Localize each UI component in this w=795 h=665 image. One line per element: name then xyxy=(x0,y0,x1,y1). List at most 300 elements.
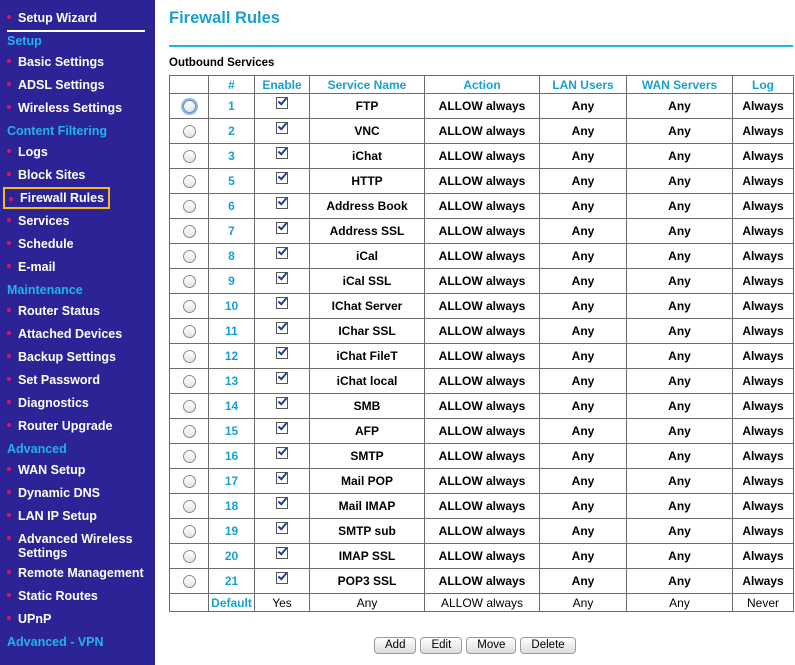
wan-servers: Any xyxy=(627,369,733,394)
row-select-radio[interactable] xyxy=(183,175,196,188)
enable-cell xyxy=(255,519,310,544)
rule-log: Always xyxy=(733,269,794,294)
sidebar-item-label: E-mail xyxy=(18,260,56,274)
rule-action: ALLOW always xyxy=(425,419,540,444)
sidebar-item-label: Advanced Wireless Settings xyxy=(18,532,133,560)
enable-cell xyxy=(255,269,310,294)
sidebar xyxy=(0,0,155,665)
row-select-radio[interactable] xyxy=(183,550,196,563)
wan-servers: Any xyxy=(627,344,733,369)
bullet-icon xyxy=(7,308,11,312)
main-content xyxy=(155,0,795,665)
bullet-icon xyxy=(7,570,11,574)
rule-number: 14 xyxy=(209,394,255,419)
wan-servers: Any xyxy=(627,244,733,269)
header-enable: Enable xyxy=(255,76,310,94)
row-select-radio[interactable] xyxy=(183,125,196,138)
bullet-icon xyxy=(7,377,11,381)
rules-body xyxy=(170,94,794,612)
sidebar-item-lan-ip-setup[interactable] xyxy=(7,509,97,523)
rule-action: ALLOW always xyxy=(425,344,540,369)
service-name: VNC xyxy=(310,119,425,144)
sidebar-item-e-mail[interactable] xyxy=(7,260,56,274)
rule-action: ALLOW always xyxy=(425,469,540,494)
rule-number: 21 xyxy=(209,569,255,594)
wan-servers: Any xyxy=(627,569,733,594)
rule-number: 2 xyxy=(209,119,255,144)
default-rule-row xyxy=(170,594,794,612)
bullet-icon xyxy=(7,423,11,427)
sidebar-item-router-upgrade[interactable] xyxy=(7,419,112,433)
wan-servers: Any xyxy=(627,219,733,244)
wan-servers: Any xyxy=(627,544,733,569)
rule-log: Always xyxy=(733,519,794,544)
table-row xyxy=(170,494,794,519)
table-row xyxy=(170,169,794,194)
row-select-cell xyxy=(170,394,209,419)
bullet-icon xyxy=(7,513,11,517)
enable-checkbox[interactable] xyxy=(276,372,288,384)
enable-checkbox[interactable] xyxy=(276,197,288,209)
rule-action: ALLOW always xyxy=(425,269,540,294)
enable-cell xyxy=(255,94,310,119)
row-select-radio[interactable] xyxy=(183,450,196,463)
rule-number: 8 xyxy=(209,244,255,269)
enable-cell xyxy=(255,319,310,344)
wan-servers: Any xyxy=(627,294,733,319)
rule-log: Always xyxy=(733,569,794,594)
row-select-cell xyxy=(170,169,209,194)
sidebar-section-content-filtering: Content Filtering xyxy=(7,124,107,138)
table-row xyxy=(170,469,794,494)
enable-checkbox[interactable] xyxy=(276,97,288,109)
bullet-icon xyxy=(7,241,11,245)
rule-action: ALLOW always xyxy=(425,94,540,119)
add-button[interactable]: Add xyxy=(374,637,416,654)
row-select-cell xyxy=(170,144,209,169)
sidebar-item-adsl-settings[interactable] xyxy=(7,78,105,92)
sidebar-item-backup-settings[interactable] xyxy=(7,350,116,364)
rule-log: Always xyxy=(733,544,794,569)
table-header-row xyxy=(170,76,794,94)
enable-cell xyxy=(255,144,310,169)
sidebar-divider xyxy=(7,30,145,32)
lan-users: Any xyxy=(540,394,627,419)
rule-action: ALLOW always xyxy=(425,219,540,244)
rule-action: ALLOW always xyxy=(425,494,540,519)
row-select-cell xyxy=(170,269,209,294)
sidebar-item-advanced-wireless-settings[interactable] xyxy=(7,532,153,560)
row-select-radio[interactable] xyxy=(183,300,196,313)
sidebar-item-schedule[interactable] xyxy=(7,237,74,251)
table-row xyxy=(170,369,794,394)
enable-checkbox[interactable] xyxy=(276,497,288,509)
rule-action: ALLOW always xyxy=(425,194,540,219)
sidebar-item-label: WAN Setup xyxy=(18,463,86,477)
rule-number: 18 xyxy=(209,494,255,519)
wan-servers: Any xyxy=(627,469,733,494)
row-select-cell xyxy=(170,419,209,444)
rule-number: 1 xyxy=(209,94,255,119)
row-select-radio[interactable] xyxy=(183,400,196,413)
row-select-radio[interactable] xyxy=(183,100,196,113)
table-row xyxy=(170,419,794,444)
row-select-radio[interactable] xyxy=(183,475,196,488)
row-select-cell xyxy=(170,444,209,469)
service-name: Address Book xyxy=(310,194,425,219)
enable-checkbox[interactable] xyxy=(276,147,288,159)
sidebar-item-diagnostics[interactable] xyxy=(7,396,89,410)
wan-servers: Any xyxy=(627,94,733,119)
rule-log: Always xyxy=(733,119,794,144)
enable-cell xyxy=(255,544,310,569)
row-select-cell xyxy=(170,119,209,144)
sidebar-item-label: Wireless Settings xyxy=(18,101,123,115)
lan-users: Any xyxy=(540,244,627,269)
sidebar-item-label: Setup Wizard xyxy=(18,11,98,25)
sidebar-section-setup: Setup xyxy=(7,34,42,48)
bullet-icon xyxy=(7,400,11,404)
enable-cell xyxy=(255,419,310,444)
service-name: FTP xyxy=(310,94,425,119)
sidebar-item-label: Attached Devices xyxy=(18,327,123,341)
rule-log: Always xyxy=(733,294,794,319)
lan-users: Any xyxy=(540,219,627,244)
enable-checkbox[interactable] xyxy=(276,572,288,584)
edit-button[interactable]: Edit xyxy=(420,637,462,654)
table-row xyxy=(170,219,794,244)
sidebar-item-setup-wizard[interactable] xyxy=(7,11,97,25)
enable-checkbox[interactable] xyxy=(276,422,288,434)
rule-action: ALLOW always xyxy=(425,444,540,469)
service-name: Address SSL xyxy=(310,219,425,244)
row-select-radio[interactable] xyxy=(183,275,196,288)
rule-log: Never xyxy=(733,594,794,612)
rule-action: ALLOW always xyxy=(425,369,540,394)
rule-action: ALLOW always xyxy=(425,319,540,344)
service-name: SMTP sub xyxy=(310,519,425,544)
enable-cell xyxy=(255,294,310,319)
sidebar-item-label: Basic Settings xyxy=(18,55,105,69)
section-label: Outbound Services xyxy=(169,57,275,69)
sidebar-section-advanced: Advanced xyxy=(7,442,67,456)
rule-log: Always xyxy=(733,469,794,494)
rule-log: Always xyxy=(733,244,794,269)
service-name: Mail POP xyxy=(310,469,425,494)
service-name: iCal SSL xyxy=(310,269,425,294)
delete-button[interactable]: Delete xyxy=(520,637,575,654)
rule-log: Always xyxy=(733,169,794,194)
rule-number: 6 xyxy=(209,194,255,219)
service-name: Any xyxy=(310,594,425,612)
wan-servers: Any xyxy=(627,144,733,169)
sidebar-item-set-password[interactable] xyxy=(7,373,100,387)
bullet-icon xyxy=(7,536,11,540)
bullet-icon xyxy=(7,331,11,335)
sidebar-item-label: Firewall Rules xyxy=(20,191,105,205)
enable-cell xyxy=(255,469,310,494)
wan-servers: Any xyxy=(627,419,733,444)
lan-users: Any xyxy=(540,269,627,294)
rule-number: 11 xyxy=(209,319,255,344)
table-row xyxy=(170,119,794,144)
bullet-icon xyxy=(7,616,11,620)
sidebar-item-label: Dynamic DNS xyxy=(18,486,100,500)
sidebar-item-remote-management[interactable] xyxy=(7,566,144,580)
sidebar-item-label: Logs xyxy=(18,145,48,159)
rule-number: 9 xyxy=(209,269,255,294)
row-select-cell xyxy=(170,294,209,319)
enable-checkbox[interactable] xyxy=(276,247,288,259)
service-name: iCal xyxy=(310,244,425,269)
rule-number: 12 xyxy=(209,344,255,369)
sidebar-item-firewall-rules[interactable] xyxy=(3,187,110,209)
page-title: Firewall Rules xyxy=(169,9,280,27)
sidebar-item-label: ADSL Settings xyxy=(18,78,105,92)
sidebar-item-basic-settings[interactable] xyxy=(7,55,104,69)
bullet-icon xyxy=(9,197,13,201)
sidebar-item-label: UPnP xyxy=(18,612,52,626)
row-select-radio[interactable] xyxy=(183,375,196,388)
sidebar-item-static-routes[interactable] xyxy=(7,589,98,603)
rule-action: ALLOW always xyxy=(425,519,540,544)
table-row xyxy=(170,269,794,294)
rule-log: Always xyxy=(733,444,794,469)
row-select-cell xyxy=(170,469,209,494)
service-name: SMTP xyxy=(310,444,425,469)
row-select-radio[interactable] xyxy=(183,225,196,238)
enable-cell xyxy=(255,494,310,519)
row-select-radio[interactable] xyxy=(183,500,196,513)
lan-users: Any xyxy=(540,519,627,544)
rule-number: 13 xyxy=(209,369,255,394)
bullet-icon xyxy=(7,354,11,358)
table-row xyxy=(170,319,794,344)
rule-log: Always xyxy=(733,344,794,369)
sidebar-item-logs[interactable] xyxy=(7,145,48,159)
header-action: Action xyxy=(425,76,540,94)
lan-users: Any xyxy=(540,319,627,344)
rule-log: Always xyxy=(733,419,794,444)
rule-action: ALLOW always xyxy=(425,169,540,194)
wan-servers: Any xyxy=(627,269,733,294)
rule-action: ALLOW always xyxy=(425,594,540,612)
lan-users: Any xyxy=(540,144,627,169)
sidebar-item-block-sites[interactable] xyxy=(7,168,85,182)
table-row xyxy=(170,244,794,269)
lan-users: Any xyxy=(540,569,627,594)
rule-log: Always xyxy=(733,319,794,344)
enable-cell xyxy=(255,569,310,594)
move-button[interactable]: Move xyxy=(466,637,516,654)
lan-users: Any xyxy=(540,419,627,444)
lan-users: Any xyxy=(540,94,627,119)
row-select-radio[interactable] xyxy=(183,575,196,588)
table-row xyxy=(170,544,794,569)
row-select-cell xyxy=(170,194,209,219)
enable-checkbox[interactable] xyxy=(276,172,288,184)
row-select-cell xyxy=(170,494,209,519)
enable-checkbox[interactable] xyxy=(276,522,288,534)
rule-log: Always xyxy=(733,219,794,244)
bullet-icon xyxy=(7,490,11,494)
wan-servers: Any xyxy=(627,444,733,469)
rule-log: Always xyxy=(733,94,794,119)
enable-checkbox[interactable] xyxy=(276,547,288,559)
enable-cell xyxy=(255,219,310,244)
rule-number: 17 xyxy=(209,469,255,494)
table-row xyxy=(170,344,794,369)
rule-number: 15 xyxy=(209,419,255,444)
service-name: iChat xyxy=(310,144,425,169)
bullet-icon xyxy=(7,264,11,268)
sidebar-item-label: Backup Settings xyxy=(18,350,116,364)
row-select-radio[interactable] xyxy=(183,325,196,338)
enable-checkbox[interactable] xyxy=(276,472,288,484)
row-select-cell xyxy=(170,519,209,544)
enable-checkbox[interactable] xyxy=(276,447,288,459)
table-row xyxy=(170,519,794,544)
enable-checkbox[interactable] xyxy=(276,222,288,234)
service-name: POP3 SSL xyxy=(310,569,425,594)
row-select-cell xyxy=(170,569,209,594)
row-select-radio[interactable] xyxy=(183,425,196,438)
bullet-icon xyxy=(7,593,11,597)
wan-servers: Any xyxy=(627,594,733,612)
rule-number: Default xyxy=(209,594,255,612)
sidebar-item-label: Static Routes xyxy=(18,589,98,603)
enable-checkbox[interactable] xyxy=(276,122,288,134)
rule-action: ALLOW always xyxy=(425,569,540,594)
lan-users: Any xyxy=(540,494,627,519)
lan-users: Any xyxy=(540,119,627,144)
rule-number: 10 xyxy=(209,294,255,319)
table-row xyxy=(170,94,794,119)
sidebar-item-label: Router Status xyxy=(18,304,100,318)
sidebar-item-label: Diagnostics xyxy=(18,396,89,410)
sidebar-item-dynamic-dns[interactable] xyxy=(7,486,100,500)
bullet-icon xyxy=(7,467,11,471)
enable-cell xyxy=(255,444,310,469)
bullet-icon xyxy=(7,59,11,63)
sidebar-item-wan-setup[interactable] xyxy=(7,463,85,477)
rule-number: 16 xyxy=(209,444,255,469)
lan-users: Any xyxy=(540,444,627,469)
enable-cell xyxy=(255,194,310,219)
table-row xyxy=(170,394,794,419)
header-log: Log xyxy=(733,76,794,94)
row-select-cell xyxy=(170,244,209,269)
lan-users: Any xyxy=(540,594,627,612)
enable-cell xyxy=(255,119,310,144)
lan-users: Any xyxy=(540,344,627,369)
service-name: IChat Server xyxy=(310,294,425,319)
rule-action: ALLOW always xyxy=(425,544,540,569)
enable-checkbox[interactable] xyxy=(276,272,288,284)
sidebar-section-maintenance: Maintenance xyxy=(7,283,83,297)
enable-checkbox[interactable] xyxy=(276,322,288,334)
enable-checkbox[interactable] xyxy=(276,297,288,309)
sidebar-item-label: Remote Management xyxy=(18,566,144,580)
bullet-icon xyxy=(7,218,11,222)
rule-log: Always xyxy=(733,369,794,394)
enable-checkbox[interactable] xyxy=(276,397,288,409)
lan-users: Any xyxy=(540,169,627,194)
service-name: SMB xyxy=(310,394,425,419)
table-row xyxy=(170,569,794,594)
sidebar-item-label: LAN IP Setup xyxy=(18,509,97,523)
row-select-radio[interactable] xyxy=(183,250,196,263)
sidebar-item-label: Block Sites xyxy=(18,168,86,182)
service-name: iChat local xyxy=(310,369,425,394)
row-select-cell xyxy=(170,319,209,344)
table-row xyxy=(170,294,794,319)
sidebar-item-router-status[interactable] xyxy=(7,304,100,318)
lan-users: Any xyxy=(540,294,627,319)
title-divider xyxy=(169,45,793,47)
rule-number: 3 xyxy=(209,144,255,169)
row-select-radio[interactable] xyxy=(183,150,196,163)
bullet-icon xyxy=(7,172,11,176)
outbound-rules-table xyxy=(169,75,794,612)
enable-checkbox[interactable] xyxy=(276,347,288,359)
wan-servers: Any xyxy=(627,169,733,194)
service-name: iChat FileT xyxy=(310,344,425,369)
table-row xyxy=(170,444,794,469)
bullet-icon xyxy=(7,82,11,86)
enable-cell xyxy=(255,169,310,194)
rule-log: Always xyxy=(733,494,794,519)
wan-servers: Any xyxy=(627,494,733,519)
row-select-cell xyxy=(170,344,209,369)
header-wan-servers: WAN Servers xyxy=(627,76,733,94)
rule-action: ALLOW always xyxy=(425,119,540,144)
rule-number: 7 xyxy=(209,219,255,244)
sidebar-item-wireless-settings[interactable] xyxy=(7,101,122,115)
service-name: HTTP xyxy=(310,169,425,194)
lan-users: Any xyxy=(540,469,627,494)
header-service-name: Service Name xyxy=(310,76,425,94)
rule-action: ALLOW always xyxy=(425,394,540,419)
enable-cell xyxy=(255,244,310,269)
button-bar xyxy=(374,635,580,654)
enable-cell xyxy=(255,394,310,419)
rule-log: Always xyxy=(733,194,794,219)
rule-number: 5 xyxy=(209,169,255,194)
wan-servers: Any xyxy=(627,319,733,344)
sidebar-item-services[interactable] xyxy=(7,214,69,228)
row-select-radio[interactable] xyxy=(183,200,196,213)
row-select-radio[interactable] xyxy=(183,350,196,363)
rule-action: ALLOW always xyxy=(425,144,540,169)
bullet-icon xyxy=(7,15,11,19)
header-number: # xyxy=(209,76,255,94)
lan-users: Any xyxy=(540,544,627,569)
sidebar-item-upnp[interactable] xyxy=(7,612,51,626)
wan-servers: Any xyxy=(627,119,733,144)
sidebar-item-attached-devices[interactable] xyxy=(7,327,122,341)
row-select-cell xyxy=(170,594,209,612)
bullet-icon xyxy=(7,105,11,109)
enable-cell xyxy=(255,344,310,369)
row-select-cell xyxy=(170,219,209,244)
row-select-radio[interactable] xyxy=(183,525,196,538)
wan-servers: Any xyxy=(627,519,733,544)
header-select xyxy=(170,76,209,94)
lan-users: Any xyxy=(540,194,627,219)
enable-cell xyxy=(255,369,310,394)
row-select-cell xyxy=(170,94,209,119)
